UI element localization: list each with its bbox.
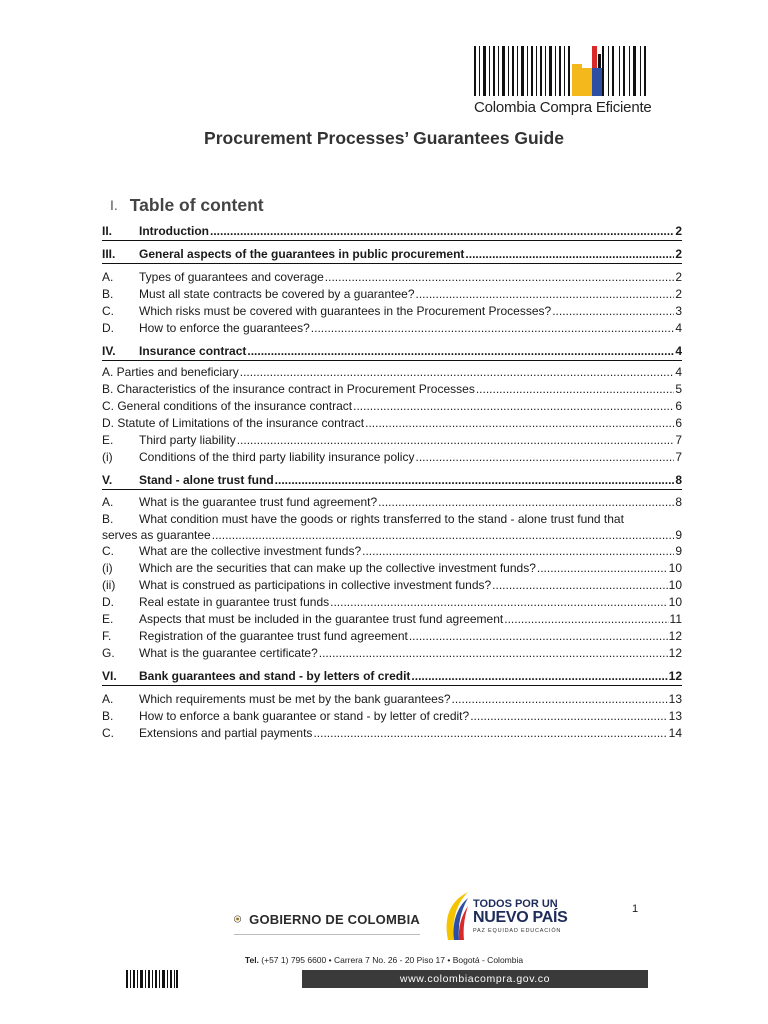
- toc-entry-page: 2: [675, 287, 682, 301]
- toc-subsection-entry[interactable]: [102, 560, 682, 576]
- toc-section-entry[interactable]: [102, 246, 682, 264]
- toc-entry-page: 13: [668, 692, 682, 706]
- toc-entry-leader: [330, 594, 668, 610]
- toc-entry-title: Introduction: [139, 224, 209, 238]
- toc-entry-leader: [476, 381, 674, 397]
- toc-entry-leader: [415, 449, 674, 465]
- toc-entry-page: 4: [675, 344, 682, 358]
- website-link[interactable]: www.colombiacompra.gov.co: [302, 970, 648, 988]
- toc-entry-index: (ii): [102, 578, 116, 592]
- toc-section-entry[interactable]: [102, 668, 682, 686]
- toc-section-entry[interactable]: [102, 343, 682, 361]
- toc-subsection-entry[interactable]: [102, 543, 682, 559]
- toc-entry-leader: [465, 246, 674, 262]
- toc-entry-index: A.: [102, 495, 114, 509]
- toc-entry-page: 10: [668, 578, 682, 592]
- toc-entry-leader: [452, 691, 668, 707]
- toc-entry-index: VI.: [102, 669, 117, 683]
- toc-entry-title: D. Statute of Limitations of the insurance contract: [102, 416, 365, 430]
- toc-entry-page: 10: [668, 595, 682, 609]
- toc-entry-index: B.: [102, 709, 114, 723]
- toc-entry-title: How to enforce a bank guarantee or stand - by letter of credit?: [139, 709, 470, 723]
- toc-entry-index: A.: [102, 692, 114, 706]
- toc-entry-leader: [537, 560, 668, 576]
- toc-entry-leader: [416, 286, 675, 302]
- toc-entry-title: What are the collective investment funds?: [139, 544, 362, 558]
- toc-subsection-entry-continuation[interactable]: [102, 527, 682, 543]
- toc-entry-title: C. General conditions of the insurance contract: [102, 399, 353, 413]
- gobierno-underline: [234, 934, 420, 935]
- footer-barcode-icon: [126, 970, 178, 988]
- toc-entry-title: Third party liability: [139, 433, 236, 447]
- toc-entry-leader: [212, 527, 675, 543]
- toc-entry-index: E.: [102, 612, 114, 626]
- footer-bar: [126, 970, 648, 988]
- toc-subsection-entry[interactable]: [102, 286, 682, 302]
- toc-entry-title: Insurance contract: [139, 344, 247, 358]
- toc-entry-index: (i): [102, 561, 113, 575]
- toc-heading: [110, 195, 264, 216]
- todos-line-1: TODOS POR UN: [473, 898, 558, 910]
- toc-entry-page: 9: [675, 528, 682, 542]
- toc-entry-title: Which are the securities that can make up the collective investment funds?: [139, 561, 536, 575]
- toc-entry-title: What condition must have the goods or rights transferred to the stand - alone trust fund that: [139, 512, 624, 526]
- toc-entry-page: 6: [675, 399, 682, 413]
- toc-entry-title: Must all state contracts be covered by a guarantee?: [139, 287, 415, 301]
- toc-entry-page: 8: [675, 473, 682, 487]
- toc-entry-page: 12: [668, 629, 682, 643]
- toc-entry-leader: [319, 645, 668, 661]
- document-title: Procurement Processes’ Guarantees Guide: [204, 128, 564, 148]
- toc-entry-leader: [313, 725, 667, 741]
- toc-entry-page: 2: [675, 224, 682, 238]
- tel-text: (+57 1) 795 6600 • Carrera 7 No. 26 - 20 Piso 17 • Bogotá - Colombia: [258, 955, 524, 965]
- toc-subsection-entry[interactable]: [102, 611, 682, 627]
- toc-entry-page: 9: [675, 544, 682, 558]
- toc-entry-page: 2: [675, 247, 682, 261]
- barcode-logo-icon: [474, 46, 646, 96]
- toc-entry-index: A.: [102, 270, 114, 284]
- toc-entry-index: III.: [102, 247, 116, 261]
- toc-entry-title: Conditions of the third party liability insurance policy: [139, 450, 415, 464]
- toc-entry-index: II.: [102, 224, 113, 238]
- toc-entry-leader: [210, 223, 674, 239]
- toc-entry-page: 14: [668, 726, 682, 740]
- toc-entry-title: What is construed as participations in collective investment funds?: [139, 578, 492, 592]
- toc-entry-title: Stand - alone trust fund: [139, 473, 274, 487]
- toc-entry-index: B.: [102, 512, 114, 526]
- toc-entry-index: (i): [102, 450, 113, 464]
- toc-entry-index: D.: [102, 595, 114, 609]
- toc-subsection-entry[interactable]: [102, 691, 682, 707]
- toc-entry-leader: [237, 432, 675, 448]
- toc-entry-page: 8: [675, 495, 682, 509]
- toc-entry-leader: [378, 494, 674, 510]
- gobierno-logo: [234, 907, 420, 931]
- toc-subsection-entry[interactable]: [102, 269, 682, 285]
- toc-entry-leader: [240, 364, 675, 380]
- todos-por-un-nuevo-pais-logo: [442, 890, 568, 942]
- toc-entry-index: D.: [102, 321, 114, 335]
- toc-entry-leader: [275, 472, 675, 488]
- toc-entry-page: 3: [675, 304, 682, 318]
- toc-subsection-entry[interactable]: [102, 364, 682, 380]
- toc-subsection-entry[interactable]: [102, 594, 682, 610]
- toc-subsection-entry[interactable]: [102, 577, 682, 593]
- toc-subsection-entry[interactable]: [102, 628, 682, 644]
- toc-subsection-entry[interactable]: [102, 320, 682, 336]
- toc-subsection-entry[interactable]: [102, 708, 682, 724]
- toc-entry-leader: [311, 320, 675, 336]
- tel-label: Tel.: [244, 955, 259, 965]
- toc-entry-title: What is the guarantee trust fund agreement?: [139, 495, 378, 509]
- toc-entry-page: 2: [675, 270, 682, 284]
- flag-swoosh-icon: [442, 890, 470, 942]
- toc-entry-leader: [247, 343, 674, 359]
- toc-entry-title: B. Characteristics of the insurance contract in Procurement Processes: [102, 382, 475, 396]
- toc-heading-text: Table of content: [129, 195, 264, 215]
- todos-line-3: PAZ EQUIDAD EDUCACIÓN: [473, 928, 562, 934]
- toc-entry-title: What is the guarantee certificate?: [139, 646, 318, 660]
- toc-entry-page: 4: [675, 365, 682, 379]
- toc-entry-leader: [409, 628, 668, 644]
- toc-entry-page: 6: [675, 416, 682, 430]
- toc-entry-leader: [411, 668, 667, 684]
- colombia-compra-logo: [472, 46, 652, 120]
- toc-entry-leader: [362, 543, 674, 559]
- toc-entry-index: B.: [102, 287, 114, 301]
- toc-entry-title: How to enforce the guarantees?: [139, 321, 310, 335]
- toc-section-entry[interactable]: [102, 223, 682, 241]
- logo-wordmark: Colombia Compra Eficiente: [474, 99, 652, 116]
- page-number: 1: [632, 903, 639, 915]
- toc-entry-leader: [470, 708, 667, 724]
- toc-entry-index: IV.: [102, 344, 116, 358]
- toc-entry-title-continued: serves as guarantee: [102, 528, 211, 542]
- toc-subsection-entry[interactable]: [102, 432, 682, 448]
- toc-entry-title: Which requirements must be met by the bank guarantees?: [139, 692, 451, 706]
- toc-entry-page: 4: [675, 321, 682, 335]
- toc-entry-title: General aspects of the guarantees in public procurement: [139, 247, 465, 261]
- toc-entry-index: V.: [102, 473, 113, 487]
- toc-entry-title: Extensions and partial payments: [139, 726, 313, 740]
- todos-line-2: NUEVO PAÍS: [473, 909, 568, 926]
- toc-entry-page: 12: [668, 646, 682, 660]
- toc-subsection-entry[interactable]: [102, 381, 682, 397]
- toc-entry-title: Registration of the guarantee trust fund agreement: [139, 629, 408, 643]
- toc-subsection-entry[interactable]: [102, 725, 682, 741]
- toc-entry-title: Which risks must be covered with guarantees in the Procurement Processes?: [139, 304, 552, 318]
- toc-entry-page: 13: [668, 709, 682, 723]
- toc-entry-leader: [365, 415, 674, 431]
- toc-entry-leader: [353, 398, 674, 414]
- toc-entry-page: 5: [675, 382, 682, 396]
- toc-entry-page: 12: [668, 669, 682, 683]
- toc-entry-leader: [504, 611, 668, 627]
- toc-subsection-entry[interactable]: [102, 398, 682, 414]
- gobierno-text: GOBIERNO DE COLOMBIA: [249, 911, 420, 927]
- toc-entry-leader: [552, 303, 674, 319]
- toc-subsection-entry[interactable]: [102, 449, 682, 465]
- toc-entry-index: E.: [102, 433, 114, 447]
- toc-heading-number: I.: [110, 197, 118, 213]
- toc-entry-index: F.: [102, 629, 112, 643]
- toc-entry-title: Types of guarantees and coverage: [139, 270, 324, 284]
- toc-entry-page: 11: [669, 612, 682, 626]
- toc-subsection-entry[interactable]: [102, 415, 682, 431]
- toc-entry-title: Bank guarantees and stand - by letters of credit: [139, 669, 411, 683]
- toc-entry-index: G.: [102, 646, 115, 660]
- toc-entry-page: 10: [668, 561, 682, 575]
- colombia-seal-icon: [234, 909, 241, 929]
- toc-entry-title: A. Parties and beneficiary: [102, 365, 239, 379]
- toc-entry-title: Aspects that must be included in the guarantee trust fund agreement: [139, 612, 504, 626]
- toc-entry-index: C.: [102, 544, 114, 558]
- toc-entry-page: 7: [675, 433, 682, 447]
- toc-entry-leader: [492, 577, 667, 593]
- toc-subsection-entry[interactable]: [102, 494, 682, 510]
- toc-entry-title: Real estate in guarantee trust funds: [139, 595, 330, 609]
- toc-subsection-entry[interactable]: [102, 645, 682, 661]
- toc-subsection-entry[interactable]: [102, 511, 682, 527]
- toc-entry-index: C.: [102, 726, 114, 740]
- contact-line: [0, 955, 768, 965]
- toc-entry-leader: [325, 269, 675, 285]
- toc-subsection-entry[interactable]: [102, 303, 682, 319]
- toc-entry-page: 7: [675, 450, 682, 464]
- toc-entry-index: C.: [102, 304, 114, 318]
- toc-section-entry[interactable]: [102, 472, 682, 490]
